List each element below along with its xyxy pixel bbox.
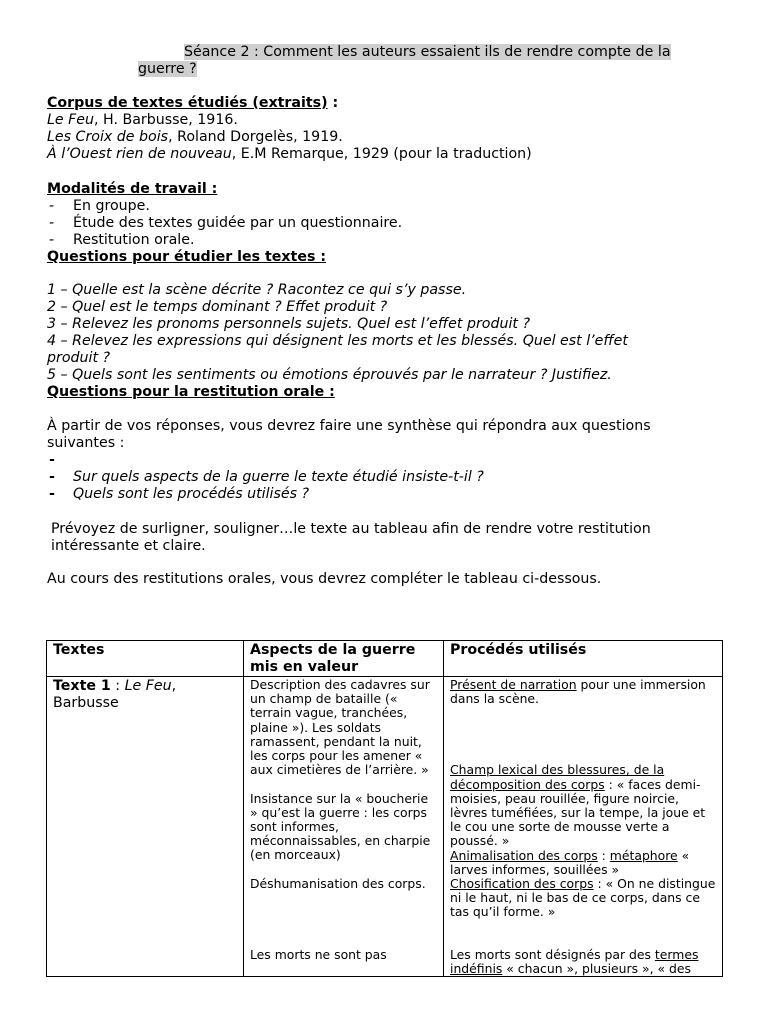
title-line-1: Séance 2 : Comment les auteurs essaient ils de rendre compte de la [184, 44, 671, 60]
corpus-section: Corpus de textes étudiés (extraits) : Le Feu, H. Barbusse, 1916. Les Croix de bois, Roland Dorgelès, 1919. À l’Ouest rien de nouveau, E.M Remarque, 1929 (pour la traduction) [47, 95, 737, 163]
corpus-item: Le Feu, H. Barbusse, 1916. [47, 112, 238, 128]
questions-restitution-heading: Questions pour la restitution orale : [47, 384, 335, 400]
question-item: produit ? [47, 350, 111, 366]
title-line-2: guerre ? [138, 61, 197, 77]
restitution-bullet: - Sur quels aspects de la guerre le texte étudié insiste-t-il ? [49, 469, 484, 485]
table-row [47, 677, 723, 977]
question-item: 5 – Quels sont les sentiments ou émotions éprouvés par le narrateur ? Justifiez. [47, 367, 612, 383]
corpus-heading: Corpus de textes étudiés (extraits) [47, 95, 328, 111]
table-header-row [47, 641, 723, 677]
au-cours-paragraph: Au cours des restitutions orales, vous devrez compléter le tableau ci-dessous. [47, 571, 602, 587]
questions-etude-heading: Questions pour étudier les textes : [47, 249, 327, 265]
restitution-bullet: - [49, 452, 55, 468]
summary-table [46, 640, 723, 977]
corpus-item: À l’Ouest rien de nouveau, E.M Remarque, 1929 (pour la traduction) [47, 146, 532, 162]
question-item: 1 – Quelle est la scène décrite ? Racontez ce qui s’y passe. [47, 282, 467, 298]
header-aspects: Aspects de la guerre mis en valeur [244, 641, 444, 677]
cell-procedes-1: Présent de narration pour une immersion dans la scène. Champ lexical des blessures, de la décomposition des corps : « faces demi-moisies, peau rouillée, figure noircie, lèvres tuméfiées, sur la tempe, la joue et le cou une sorte de mousse verte a poussé. » Animalisation des corps : métaphore « larves informes, souillées » Chosification des corps : « On ne distingue ni le haut, ni le bas de ce corps, dans ce tas qu’il forme. » Les morts sont désignés par des termes indéfinis « chacun », plusieurs », « des [444, 677, 723, 977]
cell-texte-1: Texte 1 : Le Feu, Barbusse [47, 677, 244, 977]
prevoyez-paragraph: Prévoyez de surligner, souligner…le texte au tableau afin de rendre votre restitution intéressante et claire. [51, 521, 651, 554]
restitution-bullet: - Quels sont les procédés utilisés ? [49, 486, 310, 502]
modalite-item: - En groupe. [49, 198, 150, 214]
restitution-section: À partir de vos réponses, vous devrez faire une synthèse qui répondra aux questions suivantes : - - Sur quels aspects de la guerre le texte étudié insiste-t-il ? - Quels sont les procédés utilisés ? [47, 418, 737, 503]
corpus-item: Les Croix de bois, Roland Dorgelès, 1919. [47, 129, 343, 145]
question-item: 2 – Quel est le temps dominant ? Effet produit ? [47, 299, 388, 315]
session-title [138, 44, 728, 78]
question-item: 4 – Relevez les expressions qui désignent les morts et les blessés. Quel est l’effet [47, 333, 628, 349]
modalite-item: - Étude des textes guidée par un questionnaire. [49, 215, 403, 231]
restitution-intro: À partir de vos réponses, vous devrez faire une synthèse qui répondra aux questions [47, 418, 651, 434]
questions-etude-list [47, 282, 737, 401]
cell-aspects-1: Description des cadavres sur un champ de bataille (« terrain vague, tranchées, plaine »). Les soldats ramassent, pendant la nuit, les corps pour les amener « aux cimetières de l’arrière. » Insistance sur la « boucherie » qu’est la guerre : les corps sont informes, méconnaissables, en charpie (en morceaux) Déshumanisation des corps. Les morts ne sont pas [244, 677, 444, 977]
modalites-heading: Modalités de travail : [47, 181, 218, 197]
modalite-item: - Restitution orale. [49, 232, 195, 248]
question-item: 3 – Relevez les pronoms personnels sujets. Quel est l’effet produit ? [47, 316, 530, 332]
header-procedes: Procédés utilisés [444, 641, 723, 677]
modalites-section [47, 181, 737, 266]
header-textes: Textes [47, 641, 244, 677]
